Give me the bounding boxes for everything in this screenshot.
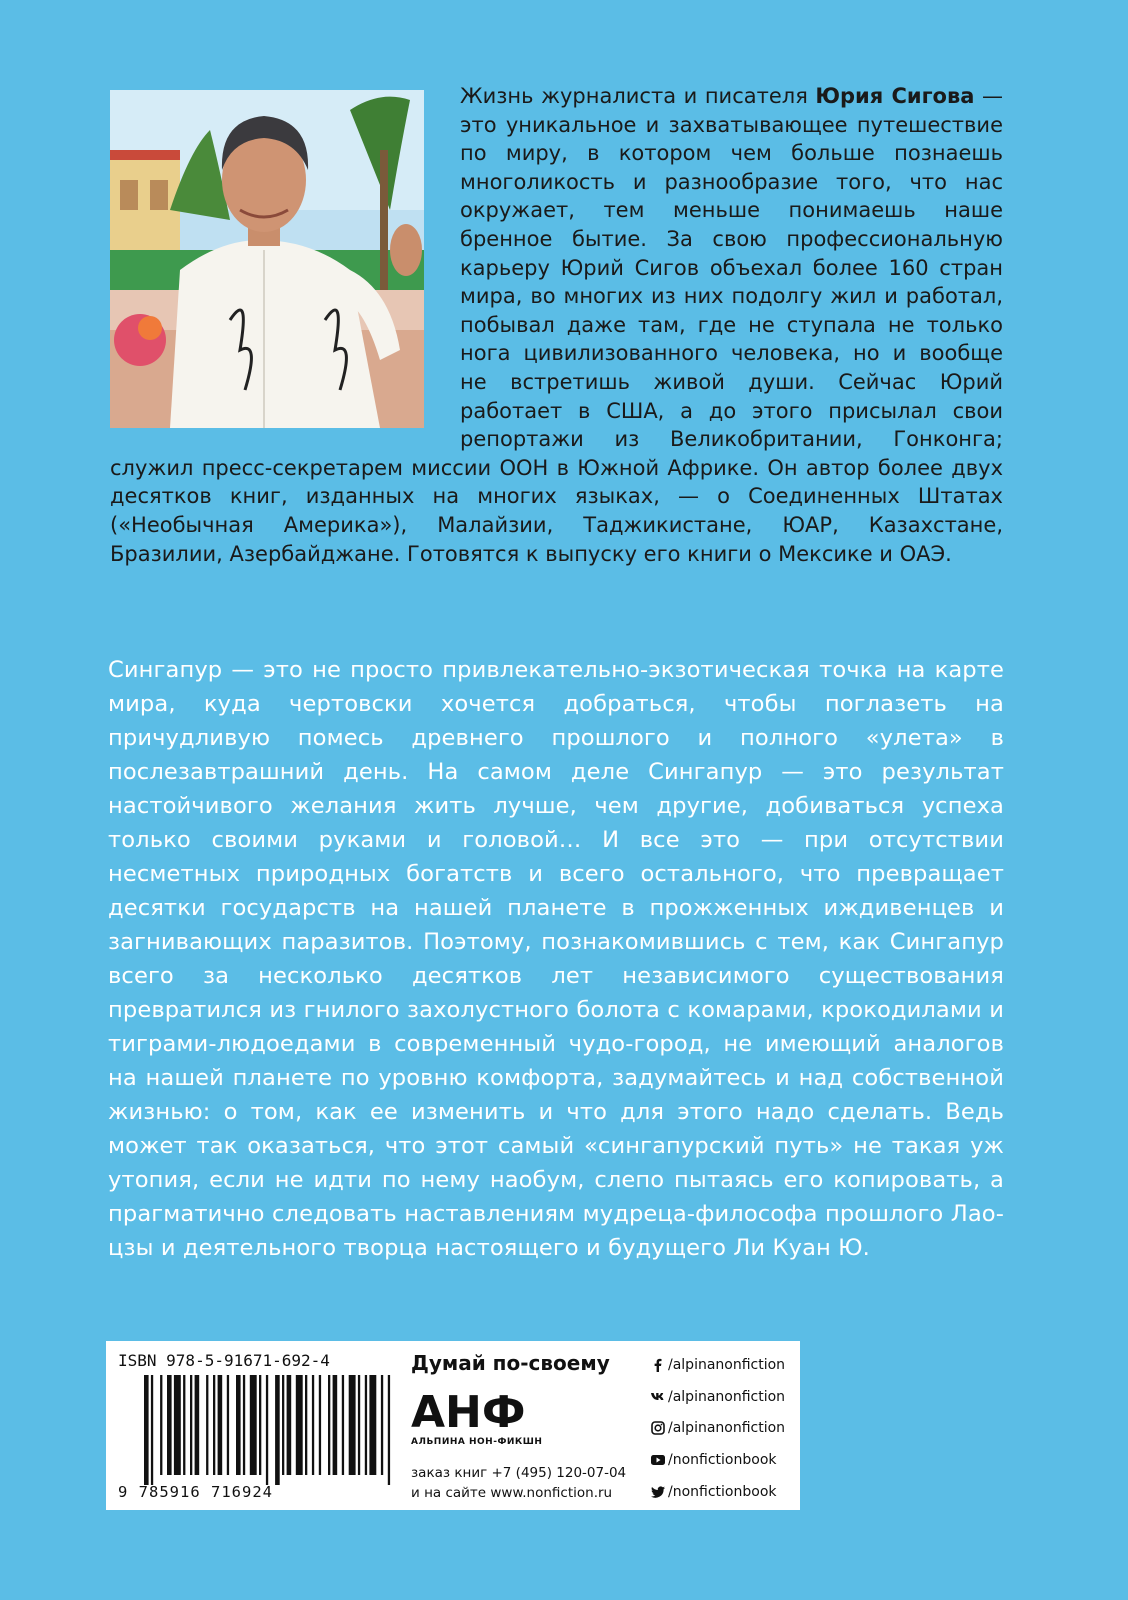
barcode-bar bbox=[312, 1375, 314, 1475]
barcode-bar bbox=[296, 1375, 303, 1475]
youtube-icon bbox=[651, 1453, 665, 1467]
barcode-bar bbox=[195, 1375, 200, 1475]
social-facebook[interactable] bbox=[651, 1349, 785, 1381]
social-twitter-label: /nonfictionbook bbox=[668, 1483, 777, 1500]
barcode-bar bbox=[369, 1375, 376, 1475]
barcode-bar bbox=[144, 1375, 149, 1485]
social-facebook-label: /alpinanonfiction bbox=[668, 1356, 786, 1373]
barcode-bar bbox=[319, 1375, 321, 1475]
barcode-bar bbox=[349, 1375, 356, 1475]
barcode-bar bbox=[151, 1375, 153, 1485]
barcode-bar bbox=[250, 1375, 257, 1475]
barcode-bar bbox=[160, 1375, 162, 1475]
barcode-bar bbox=[275, 1375, 280, 1485]
barcode-bar bbox=[190, 1375, 192, 1475]
barcode-bar bbox=[365, 1375, 367, 1475]
facebook-icon bbox=[651, 1358, 665, 1372]
social-youtube-label: /nonfictionbook bbox=[668, 1451, 777, 1468]
barcode-bar bbox=[167, 1375, 172, 1475]
barcode-bar bbox=[388, 1375, 390, 1485]
bio-text-before: Жизнь журналиста и писателя bbox=[460, 84, 816, 108]
barcode-bar bbox=[358, 1375, 360, 1475]
barcode-number: 9 785916 716924 bbox=[118, 1483, 273, 1501]
bio-author-name: Юрия Сигова bbox=[815, 84, 975, 108]
barcode-bar bbox=[342, 1375, 344, 1475]
barcode-bar bbox=[236, 1375, 241, 1475]
barcode-bar bbox=[381, 1375, 383, 1475]
social-instagram-label: /alpinanonfiction bbox=[668, 1420, 786, 1437]
barcode-bar bbox=[243, 1375, 245, 1475]
instagram-icon bbox=[651, 1421, 665, 1435]
social-instagram[interactable] bbox=[651, 1412, 785, 1444]
social-vk-label: /alpinanonfiction bbox=[668, 1388, 786, 1405]
back-cover-footer bbox=[106, 1341, 800, 1510]
social-youtube[interactable] bbox=[651, 1444, 785, 1476]
social-vk[interactable] bbox=[651, 1381, 785, 1413]
bio-text-after: — это уникальное и захватывающее путешествие по миру, в котором чем больше познаешь многоликость и разнообразие того, что нас окружает, тем меньше понимаешь наше бренное бытие. За свою профессиональную карьеру Юрий Сигов объехал более 160 стран мира, во многих из них подолгу жил и работал, побывал даже там, где не ступала не только нога цивилизованного человека, но и вообще не встретишь живой души. Сейчас Юрий работает в США, а до этого присылал свои репортажи из Великобритании, Гонконга; служил пресс-секретарем миссии ООН в Южной Африке. Он автор более двух десятков книг, изданных на многих языках, — о Соединенных Штатах («Необычная Америка»), Малайзии, Таджикистане, ЮАР, Казахстане, Бразилии, Азербайджане. Готовятся к выпуску его книги о Мексике и ОАЭ. bbox=[110, 84, 1003, 566]
barcode-bar bbox=[213, 1375, 215, 1475]
barcode-bar bbox=[333, 1375, 338, 1475]
barcode-bar bbox=[328, 1375, 330, 1475]
barcode-bar bbox=[305, 1375, 307, 1475]
barcode-bar bbox=[206, 1375, 208, 1475]
social-twitter[interactable] bbox=[651, 1476, 785, 1508]
barcode-bar bbox=[227, 1375, 229, 1475]
author-bio bbox=[110, 82, 1003, 568]
order-website: и на сайте www.nonfiction.ru bbox=[411, 1485, 613, 1501]
social-links bbox=[651, 1349, 785, 1507]
isbn-text: ISBN 978-5-91671-692-4 bbox=[118, 1351, 330, 1370]
logo-caption: АЛЬПИНА НОН-ФИКШН bbox=[411, 1437, 543, 1447]
order-phone: заказ книг +7 (495) 120-07-04 bbox=[411, 1465, 627, 1481]
twitter-icon bbox=[651, 1485, 665, 1499]
barcode-bar bbox=[266, 1375, 268, 1485]
publisher-logo bbox=[411, 1389, 551, 1433]
vk-icon bbox=[651, 1390, 665, 1404]
barcode-bar bbox=[174, 1375, 181, 1475]
barcode-bar bbox=[183, 1375, 185, 1475]
order-info bbox=[411, 1463, 626, 1503]
barcode-bar bbox=[282, 1375, 284, 1475]
logo-text: АНФ bbox=[411, 1389, 526, 1433]
publisher-slogan: Думай по-своему bbox=[411, 1351, 610, 1375]
barcode-bar bbox=[218, 1375, 223, 1475]
barcode-bar bbox=[287, 1375, 292, 1475]
barcode-bar bbox=[259, 1375, 261, 1475]
book-blurb: Сингапур — это не просто привлекательно-экзотическая точка на карте мира, куда чертовски хочется добраться, чтобы поглазеть на причудливую помесь древнего прошлого и полного «улета» в послезавтрашний день. На самом деле Сингапур — это результат настойчивого желания жить лучше, чем другие, добиваться успеха только своими руками и головой… И все это — при отсутствии несметных природных богатств и всего остального, что превращает десятки государств на нашей планете в прожженных иждивенцев и загнивающих паразитов. Поэтому, познакомившись с тем, как Сингапур всего за несколько десятков лет независимого существования превратился из гнилого захолустного болота с комарами, крокодилами и тиграми-людоедами в современный чудо-город, не имеющий аналогов на нашей планете по уровню комфорта, задумайтесь и над собственной жизнью: о том, как ее изменить и что для этого надо сделать. Ведь может так оказаться, что этот самый «сингапурский путь» не такая уж утопия, если не идти по нему наобум, слепо пытаясь его копировать, а прагматично следовать наставлениям мудреца-философа прошлого Лао-цзы и деятельного творца настоящего и будущего Ли Куан Ю. bbox=[108, 657, 1004, 1261]
